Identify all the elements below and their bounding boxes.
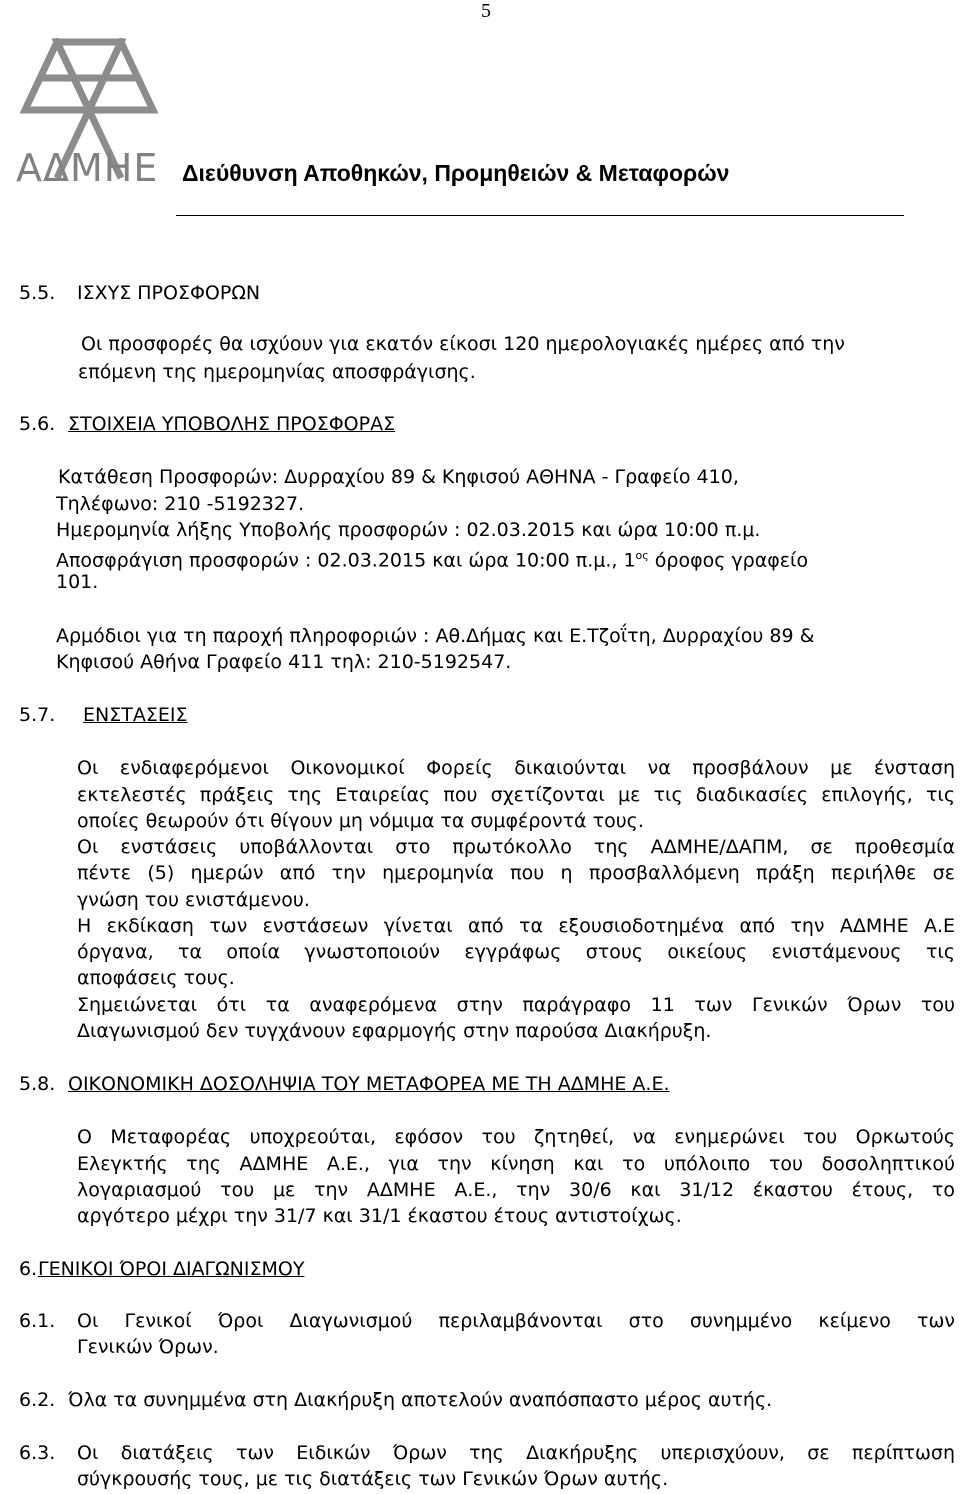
logo-text: ΑΔΜΗΕ [16, 146, 159, 190]
text-line: Οι προσφορές θα ισχύουν για εκατόν είκοσι 120 ημερολογιακές ημέρες από την [81, 333, 845, 355]
section-title: ΟΙΚΟΝΟΜΙΚΗ ΔΟΣΟΛΗΨΙΑ ΤΟΥ ΜΕΤΑΦΟΡΕΑ ΜΕ ΤΗ ΑΔΜΗΕ Α.Ε. [68, 1073, 670, 1095]
paragraph-number: 6.3. [19, 1442, 56, 1464]
text-line: Οι Γενικοί Όροι Διαγωνισμού περιλαμβάνονται στο συνημμένο κείμενο των [77, 1310, 955, 1332]
text-line: Ελεγκτής της ΑΔΜΗΕ Α.Ε., για την κίνηση και το υπόλοιπο του δοσοληπτικού [77, 1153, 955, 1175]
text-line: σύγκρουσής τους, με τις διατάξεις των Γενικών Όρων αυτής. [77, 1468, 669, 1490]
section-number: 5.6. [19, 413, 56, 435]
page-number: 5 [481, 0, 491, 22]
text-line: Η εκδίκαση των ενστάσεων γίνεται από τα εξουσιοδοτημένα από την ΑΔΜΗΕ Α.Ε [77, 915, 955, 937]
superscript: ος [635, 549, 649, 562]
section-number: 5.8. [19, 1073, 56, 1095]
text-line: Διαγωνισμού δεν τυγχάνουν εφαρμογής στην παρούσα Διακήρυξη. [77, 1020, 712, 1042]
text-line: Κατάθεση Προσφορών: Δυρραχίου 89 & Κηφισού ΑΘΗΝΑ - Γραφείο 410, [58, 466, 739, 488]
paragraph-number: 6.1. [19, 1310, 56, 1332]
text-line: Κηφισού Αθήνα Γραφείο 411 τηλ: 210-5192547. [56, 651, 512, 673]
section-title: ΣΤΟΙΧΕΙΑ ΥΠΟΒΟΛΗΣ ΠΡΟΣΦΟΡΑΣ [68, 413, 396, 435]
admie-logo [14, 38, 164, 188]
text-line: Οι διατάξεις των Ειδικών Όρων της Διακήρυξης υπερισχύουν, σε περίπτωση [77, 1442, 955, 1464]
text-line: επόμενη της ημερομηνίας αποσφράγισης. [78, 361, 476, 383]
text-line: γνώση του ενιστάμενου. [77, 889, 310, 911]
header-rule [176, 215, 904, 216]
text-line: Οι ενδιαφερόμενοι Οικονομικοί Φορείς δικαιούνται να προσβάλουν με ένσταση [77, 757, 955, 779]
text-line: Ο Μεταφορέας υποχρεούται, εφόσον του ζητηθεί, να ενημερώνει του Ορκωτούς [77, 1126, 955, 1148]
paragraph-number: 6.2. [19, 1389, 56, 1411]
text-line: Σημειώνεται ότι τα αναφερόμενα στην παράγραφο 11 των Γενικών Όρων του [77, 994, 955, 1016]
text-line: Τηλέφωνο: 210 -5192327. [56, 493, 305, 515]
text-line: Γενικών Όρων. [77, 1336, 219, 1358]
text-line: όργανα, τα οποία γνωστοποιούν εγγράφως στους οικείους ενιστάμενους τις [77, 941, 955, 963]
text-line: Ημερομηνία λήξης Υποβολής προσφορών : 02.03.2015 και ώρα 10:00 π.μ. [56, 519, 761, 541]
text-line: οποίες θεωρούν ότι θίγουν μη νόμιμα τα συμφέροντά τους. [77, 810, 644, 832]
section-title: ΙΣΧΥΣ ΠΡΟΣΦΟΡΩΝ [77, 282, 261, 304]
text-line: εκτελεστές πράξεις της Εταιρείας που σχετίζονται με τις διαδικασίες επιλογής, τις [77, 784, 955, 806]
department-title: Διεύθυνση Αποθηκών, Προμηθειών & Μεταφορών [182, 160, 730, 186]
text-line: λογαριασμού του με την ΑΔΜΗΕ Α.Ε., την 30/6 και 31/12 έκαστου έτους, το [77, 1179, 955, 1201]
text-line: αργότερο μέχρι την 31/7 και 31/1 έκαστου έτους αντιστοίχως. [77, 1205, 682, 1227]
text-line: αποφάσεις τους. [77, 967, 235, 989]
text-line: πέντε (5) ημερών από την ημερομηνία που η προσβαλλόμενη πράξη περιήλθε σε [77, 862, 955, 884]
text-line [56, 543, 808, 573]
section-title: ΓΕΝΙΚΟΙ ΌΡΟΙ ΔΙΑΓΩΝΙΣΜΟΥ [38, 1258, 305, 1280]
text-line: Όλα τα συνημμένα στη Διακήρυξη αποτελούν αναπόσπαστο μέρος αυτής. [68, 1389, 773, 1411]
text-line: Οι ενστάσεις υποβάλλονται στο πρωτόκολλο της ΑΔΜΗΕ/ΔΑΠΜ, σε προθεσμία [77, 836, 955, 858]
section-number: 5.7. [19, 704, 56, 726]
section-number: 5.5. [19, 282, 56, 304]
text-part: όροφος γραφείο [648, 549, 809, 572]
text-line: 101. [56, 571, 99, 593]
text-part: Αποσφράγιση προσφορών : 02.03.2015 και ώρα 10:00 π.μ., 1 [56, 549, 636, 572]
section-title: ΕΝΣΤΑΣΕΙΣ [83, 704, 188, 726]
section-number: 6. [19, 1258, 38, 1280]
text-line: Αρμόδιοι για τη παροχή πληροφοριών : Αθ.Δήμας και Ε.Τζοΐτη, Δυρραχίου 89 & [56, 625, 815, 647]
